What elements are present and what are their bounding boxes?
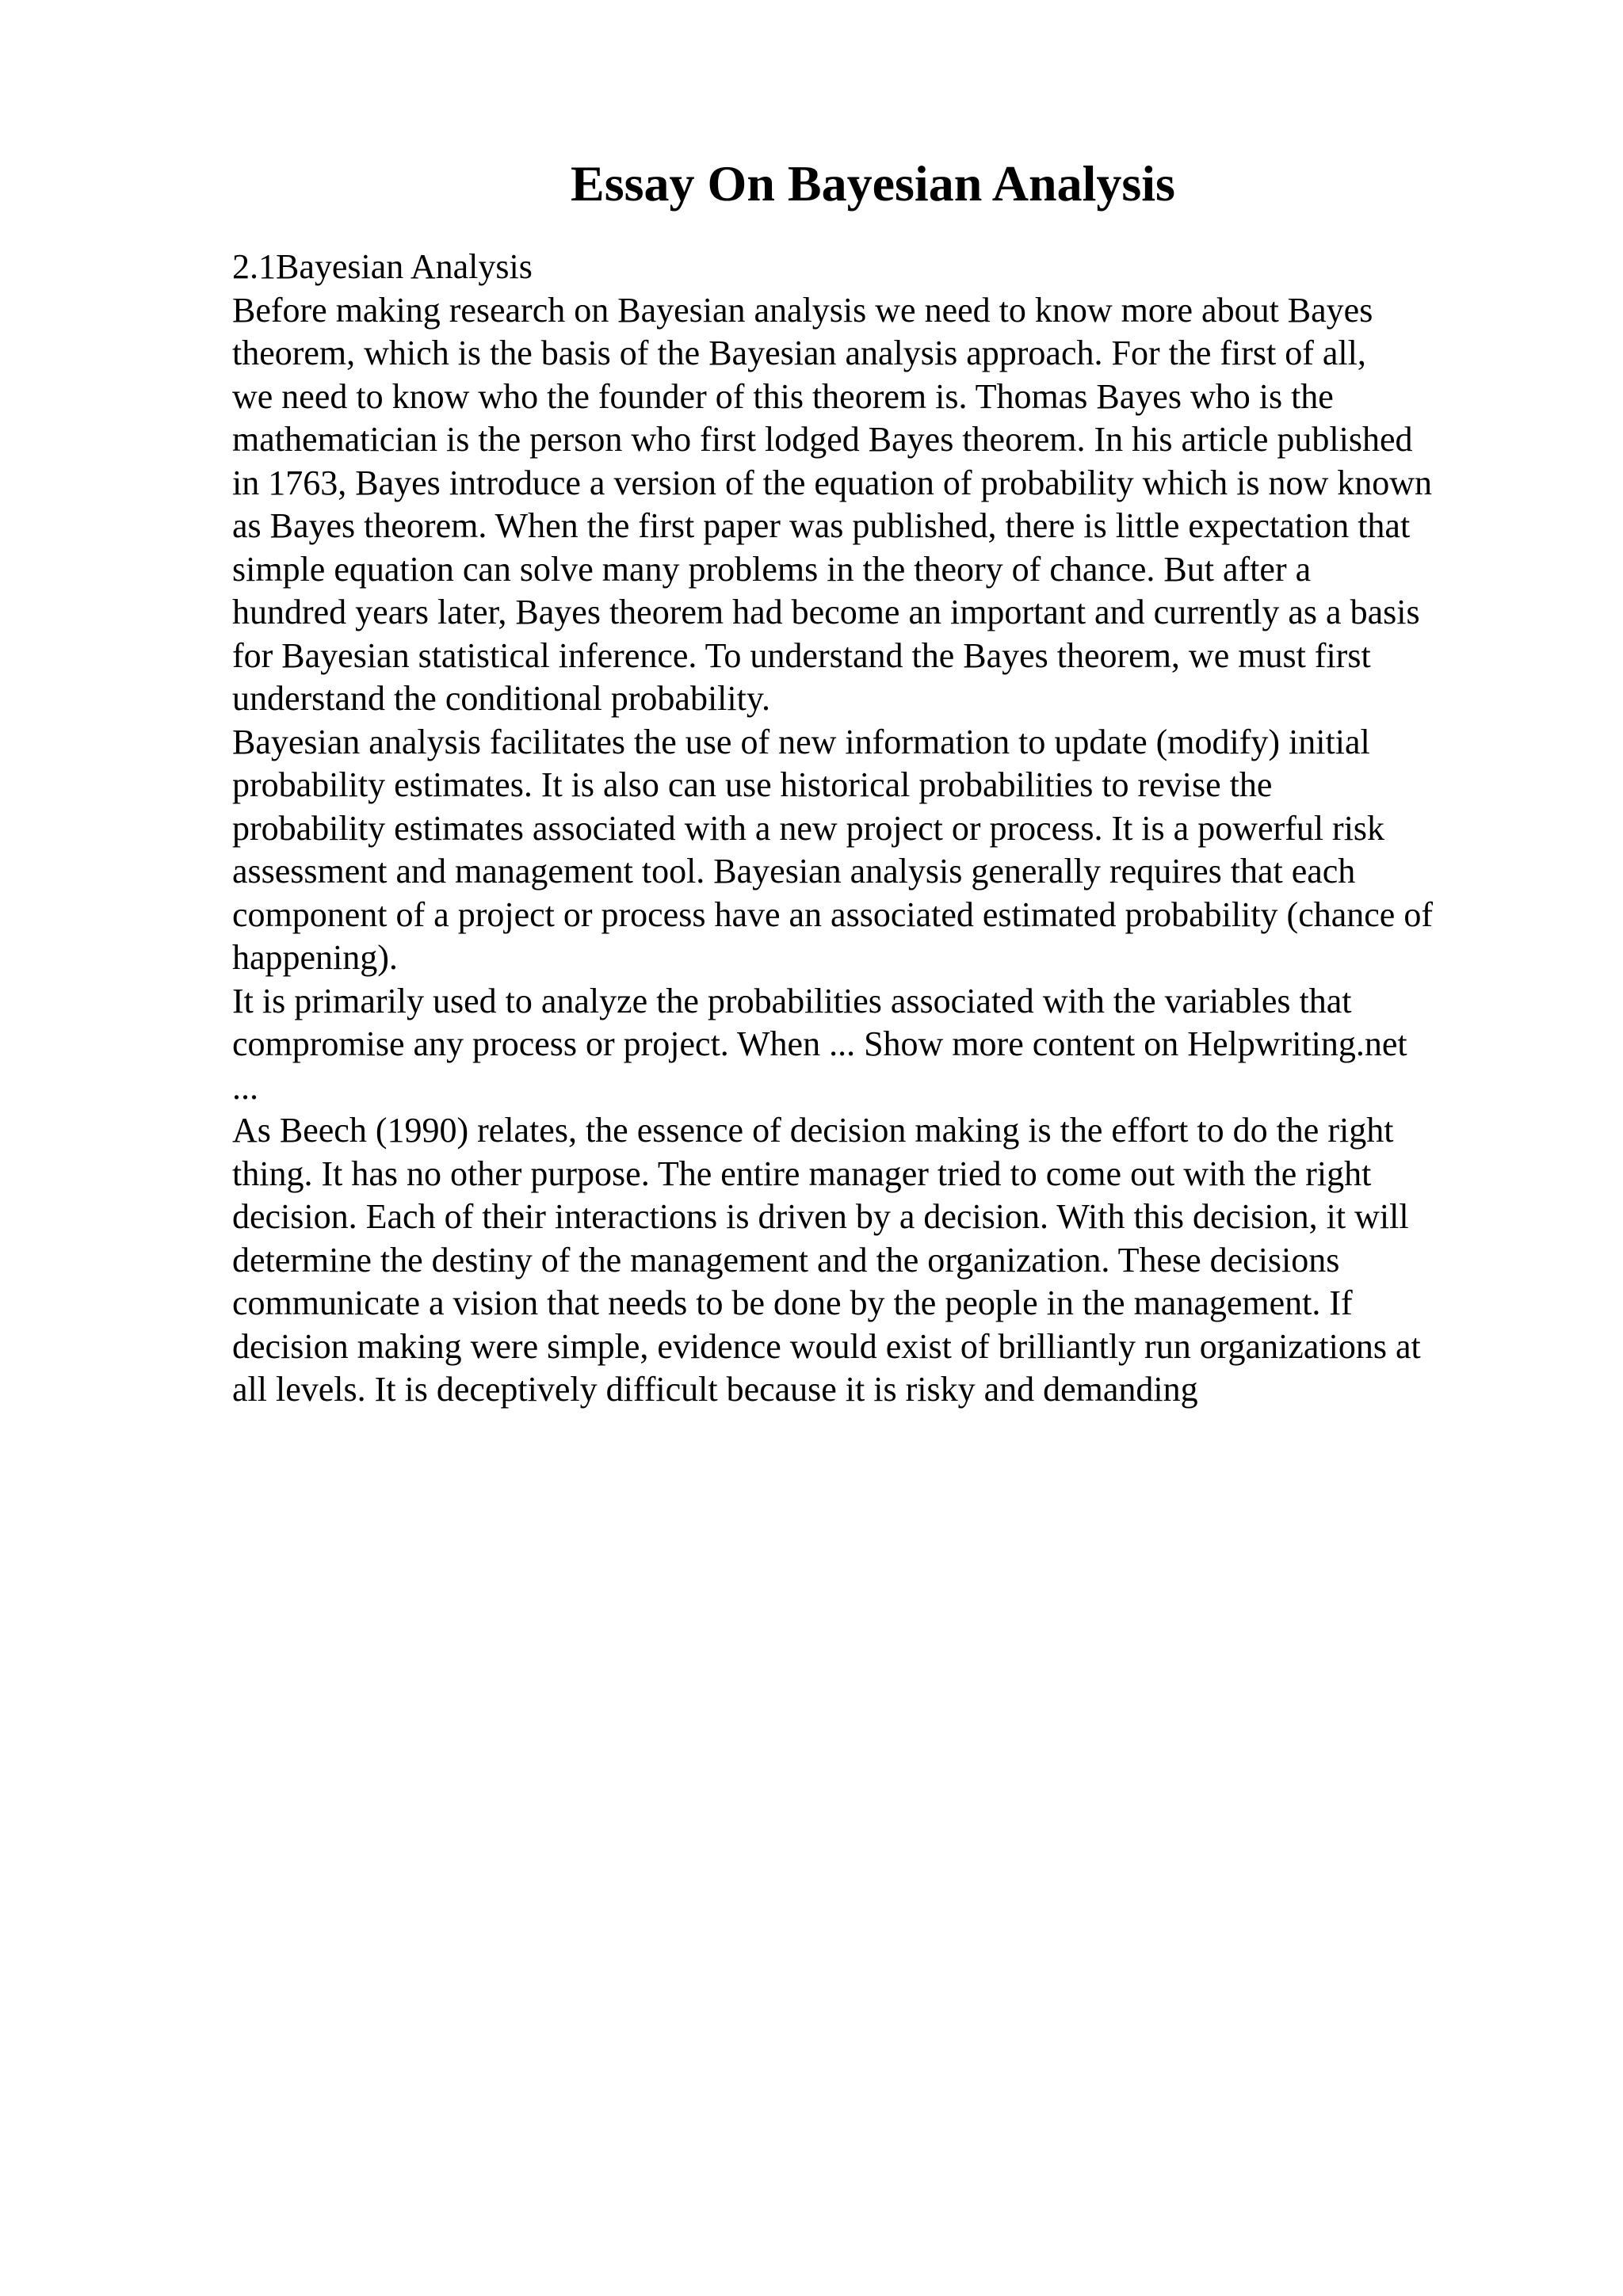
text-line: as Bayes theorem. When the first paper was published, there is little expectation that xyxy=(232,506,1411,545)
text-line: component of a project or process have an associated estimated probability (chance of xyxy=(232,894,1433,934)
document-body xyxy=(232,246,1548,1412)
text-line: 2.1Bayesian Analysis xyxy=(232,247,533,286)
text-line: we need to know who the founder of this theorem is. Thomas Bayes who is the xyxy=(232,376,1334,416)
text-line: probability estimates. It is also can use historical probabilities to revise the xyxy=(232,765,1273,804)
text-line: Bayesian analysis facilitates the use of new information to update (modify) initial xyxy=(232,722,1370,761)
document-title: Essay On Bayesian Analysis xyxy=(571,155,1175,212)
text-line: compromise any process or project. When ... Show more content on Helpwriting.net xyxy=(232,1024,1407,1063)
text-line: As Beech (1990) relates, the essence of decision making is the effort to do the right xyxy=(232,1111,1394,1150)
text-line: assessment and management tool. Bayesian analysis generally requires that each xyxy=(232,852,1356,891)
text-line: mathematician is the person who first lodged Bayes theorem. In his article published xyxy=(232,420,1413,459)
text-line: simple equation can solve many problems in the theory of chance. But after a xyxy=(232,549,1312,589)
text-line: Before making research on Bayesian analysis we need to know more about Bayes xyxy=(232,290,1373,330)
text-line: determine the destiny of the management and the organization. These decisions xyxy=(232,1240,1340,1280)
text-line: thing. It has no other purpose. The entire manager tried to come out with the right xyxy=(232,1154,1372,1193)
text-line: probability estimates associated with a new project or process. It is a powerful risk xyxy=(232,808,1385,848)
text-line: ... xyxy=(232,1067,258,1107)
text-line: happening). xyxy=(232,938,398,977)
text-line: decision. Each of their interactions is driven by a decision. With this decision, it will xyxy=(232,1197,1409,1236)
text-line: all levels. It is deceptively difficult because it is risky and demanding xyxy=(232,1370,1198,1409)
text-line: decision making were simple, evidence would exist of brilliantly run organizations at xyxy=(232,1326,1421,1366)
text-line: theorem, which is the basis of the Bayesian analysis approach. For the first of all, xyxy=(232,334,1366,372)
text-line: in 1763, Bayes introduce a version of the equation of probability which is now known xyxy=(232,463,1433,502)
text-line: hundred years later, Bayes theorem had become an important and currently as a basis xyxy=(232,593,1420,631)
text-line: communicate a vision that needs to be done by the people in the management. If xyxy=(232,1283,1353,1322)
text-line: understand the conditional probability. xyxy=(232,679,770,718)
text-line: It is primarily used to analyze the probabilities associated with the variables that xyxy=(232,981,1352,1020)
text-line: for Bayesian statistical inference. To understand the Bayes theorem, we must first xyxy=(232,635,1371,675)
